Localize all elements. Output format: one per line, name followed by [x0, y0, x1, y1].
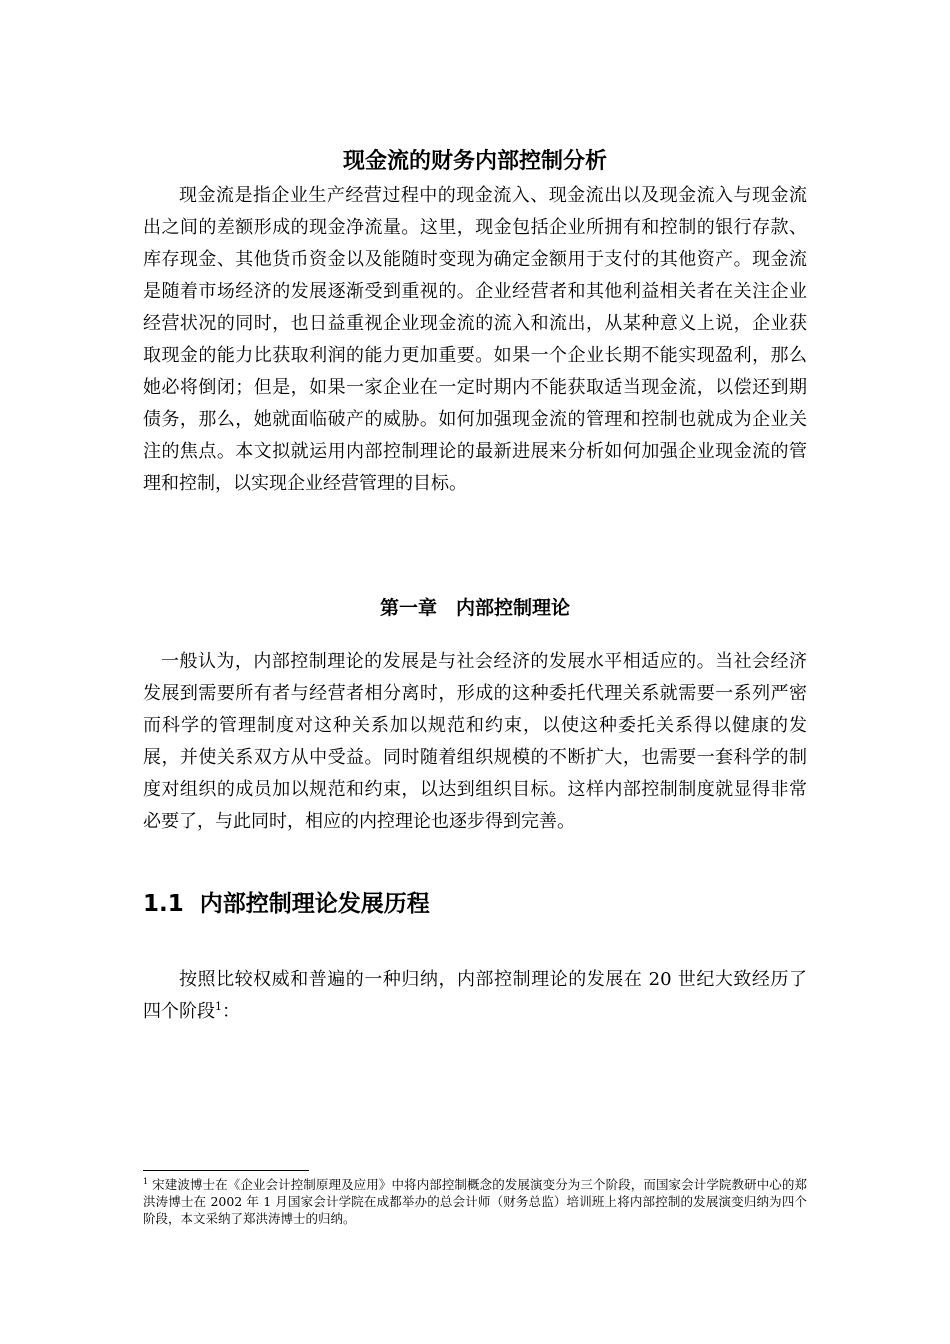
footnote-text: 宋建波博士在《企业会计控制原理及应用》中将内部控制概念的发展演变分为三个阶段，而国家会计学院教研中心的郑洪涛博士在 2002 年 1 月国家会计学院在成都举办的总会计师（财务总监）培训班上将内部控制的发展演变归纳为四个阶段，本文采纳了郑洪涛博士的归纳。	[143, 1177, 807, 1226]
document-title: 现金流的财务内部控制分析	[342, 149, 607, 174]
section-title: 1.1 内部控制理论发展历程	[143, 891, 430, 917]
intro-paragraph: 现金流是指企业生产经营过程中的现金流入、现金流出以及现金流入与现金流出之间的差额形成的现金净流量。这里，现金包括企业所拥有和控制的银行存款、库存现金、其他货币资金以及能随时变现为确定金额用于支付的其他资产。现金流是随着市场经济的发展逐渐受到重视的。企业经营者和其他利益相关者在关注企业经营状况的同时，也日益重视企业现金流的流入和流出，从某种意义上说，企业获取现金的能力比获取利润的能力更加重要。如果一个企业长期不能实现盈利，那么她必将倒闭；但是，如果一家企业在一定时期内不能获取适当现金流，以偿还到期债务，那么，她就面临破产的威胁。如何加强现金流的管理和控制也就成为企业关注的焦点。本文拟就运用内部控制理论的最新进展来分析如何加强企业现金流的管理和控制，以实现企业经营管理的目标。	[143, 185, 807, 494]
section-paragraph-text: 按照比较权威和普遍的一种归纳，内部控制理论的发展在 20 世纪大致经历了四个阶段	[143, 969, 807, 1022]
section-paragraph-end: ：	[222, 1001, 240, 1022]
footnote-mark: 1	[143, 1176, 149, 1186]
section-paragraph	[143, 964, 807, 1028]
chapter-paragraph: 一般认为，内部控制理论的发展是与社会经济的发展水平相适应的。当社会经济发展到需要所有者与经营者相分离时，形成的这种委托代理关系就需要一系列严密而科学的管理制度对这种关系加以规范和约束，以使这种委托关系得以健康的发展，并使关系双方从中受益。同时随着组织规模的不断扩大，也需要一套科学的制度对组织的成员加以规范和约束，以达到组织目标。这样内部控制制度就显得非常必要了，与此同时，相应的内控理论也逐步得到完善。	[143, 651, 807, 832]
chapter-title: 第一章 内部控制理论	[379, 597, 570, 619]
footnote-reference[interactable]: 1	[215, 1000, 222, 1013]
footnote	[143, 1176, 807, 1227]
footnote-separator	[143, 1170, 309, 1171]
